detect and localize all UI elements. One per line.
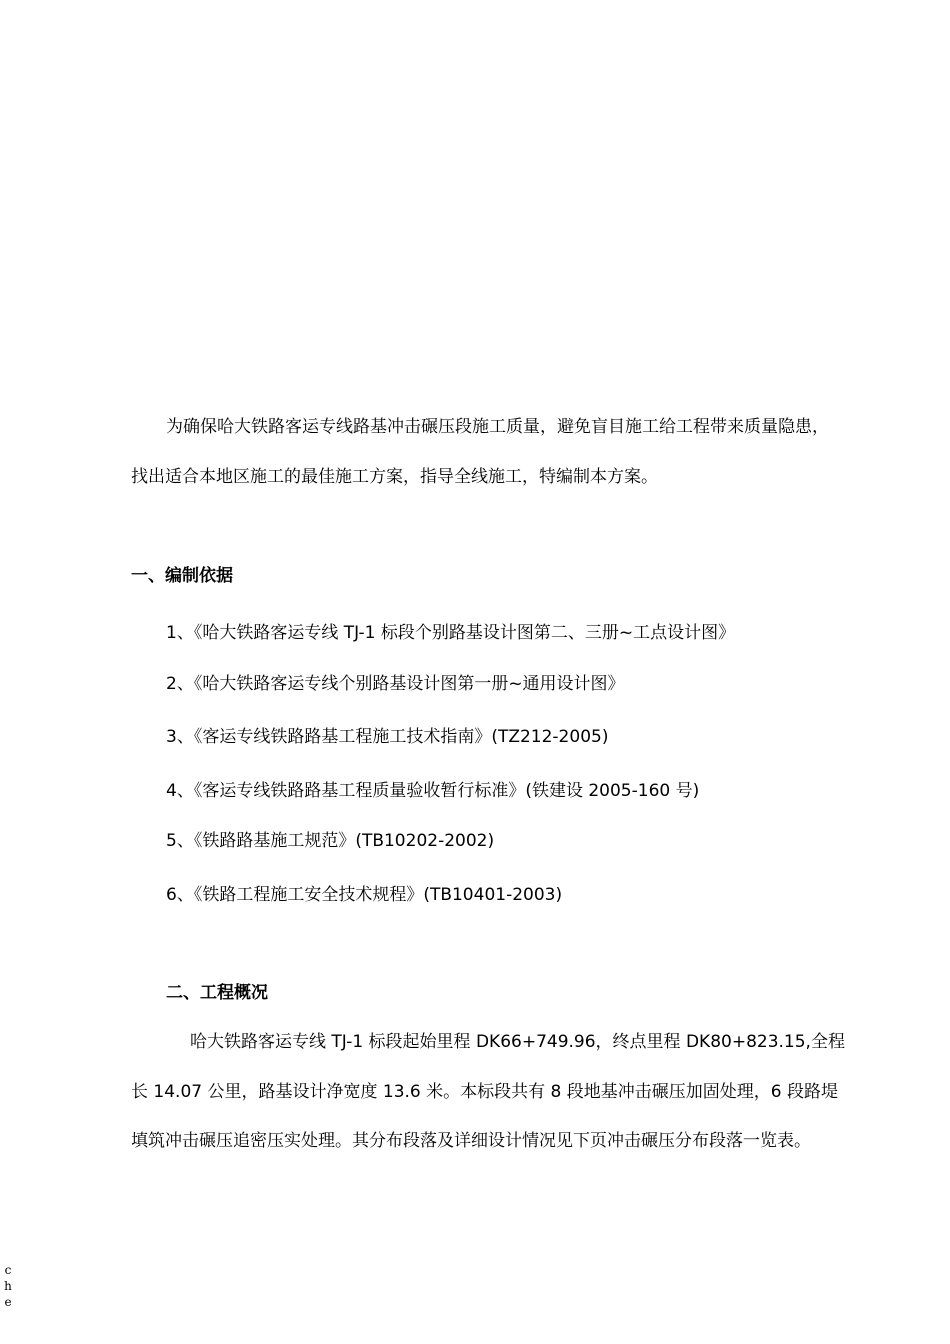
- side-margin-mark: [2, 1262, 14, 1310]
- basis-item-3: 3、《客运专线铁路路基工程施工技术指南》(TZ212-2005): [166, 727, 609, 747]
- basis-item-6: 6、《铁路工程施工安全技术规程》(TB10401-2003): [166, 885, 563, 905]
- basis-item-1: 1、《哈大铁路客运专线 TJ-1 标段个别路基设计图第二、三册~工点设计图》: [166, 623, 736, 643]
- basis-item-4: 4、《客运专线铁路路基工程质量验收暂行标准》(铁建设 2005-160 号): [166, 781, 700, 801]
- basis-item-2: 2、《哈大铁路客运专线个别路基设计图第一册~通用设计图》: [166, 674, 625, 694]
- basis-item-5: 5、《铁路路基施工规范》(TB10202-2002): [166, 831, 495, 851]
- side-mark-char: e: [4, 1295, 12, 1309]
- intro-line-2: 找出适合本地区施工的最佳施工方案，指导全线施工，特编制本方案。: [131, 467, 658, 487]
- overview-line-3: 填筑冲击碾压追密压实处理。其分布段落及详细设计情况见下页冲击碾压分布段落一览表。: [131, 1131, 811, 1151]
- overview-line-2: 长 14.07 公里，路基设计净宽度 13.6 米。本标段共有 8 段地基冲击碾压加固处理，6 段路堤: [131, 1082, 838, 1102]
- intro-line-1: 为确保哈大铁路客运专线路基冲击碾压段施工质量，避免盲目施工给工程带来质量隐患，: [166, 417, 829, 437]
- side-mark-char: c: [4, 1263, 12, 1277]
- section-heading-basis: 一、编制依据: [131, 566, 233, 586]
- side-mark-char: h: [4, 1279, 12, 1293]
- overview-line-1: 哈大铁路客运专线 TJ-1 标段起始里程 DK66+749.96，终点里程 DK80+823.15,全程: [190, 1032, 845, 1052]
- section-heading-overview: 二、工程概况: [166, 983, 268, 1003]
